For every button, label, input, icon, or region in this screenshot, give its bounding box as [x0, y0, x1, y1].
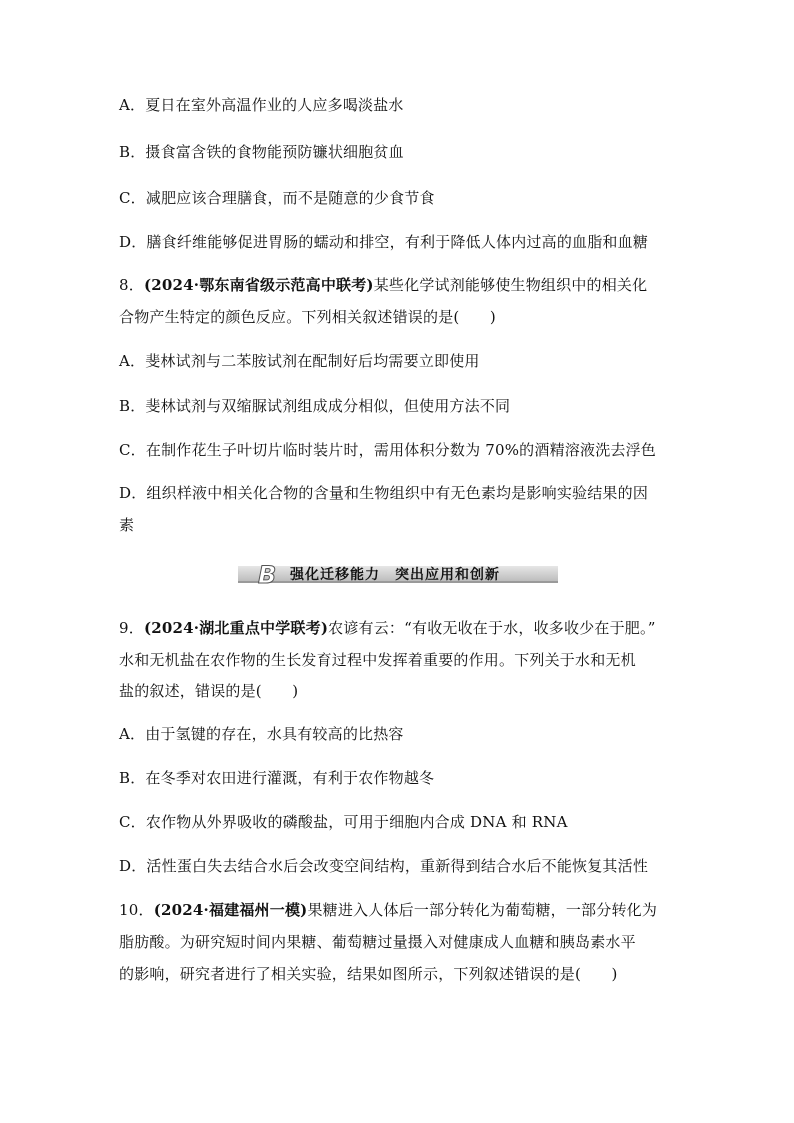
q7-option-a: A．夏日在室外高温作业的人应多喝淡盐水: [119, 96, 404, 114]
q10-source: (2024·福建福州一模): [153, 901, 308, 919]
q7-option-d: D．膳食纤维能够促进胃肠的蠕动和排空，有利于降低人体内过高的血脂和血糖: [119, 233, 649, 251]
q9-option-b: B．在冬季对农田进行灌溉，有利于农作物越冬: [119, 769, 435, 787]
q8-source: (2024·鄂东南省级示范高中联考): [143, 276, 374, 294]
q8-stem-line1: [119, 275, 647, 295]
q8-stem-text: 某些化学试剂能够使生物组织中的相关化: [373, 276, 648, 294]
q9-option-a: A．由于氢键的存在，水具有较高的比热容: [119, 725, 404, 743]
q9-option-d: D．活性蛋白失去结合水后会改变空间结构，重新得到结合水后不能恢复其活性: [119, 857, 649, 875]
q10-stem-line3: 的影响，研究者进行了相关实验，结果如图所示，下列叙述错误的是( ): [119, 965, 618, 983]
q9-source: (2024·湖北重点中学联考): [143, 619, 329, 637]
q9-stem-line1: [119, 618, 656, 638]
q8-option-d-line1: D．组织样液中相关化合物的含量和生物组织中有无色素均是影响实验结果的因: [119, 484, 649, 502]
q8-stem-line2: 合物产生特定的颜色反应。下列相关叙述错误的是( ): [119, 308, 496, 326]
q9-stem-line3: 盐的叙述，错误的是( ): [119, 682, 299, 700]
q7-option-c: C．减肥应该合理膳食，而不是随意的少食节食: [119, 189, 435, 207]
q8-option-b: B．斐林试剂与双缩脲试剂组成成分相似，但使用方法不同: [119, 397, 511, 415]
q10-stem-text: 果糖进入人体后一部分转化为葡萄糖，一部分转化为: [307, 901, 658, 919]
q9-number: 9．: [119, 619, 144, 637]
q8-number: 8．: [119, 276, 144, 294]
q10-stem-line1: [119, 900, 657, 920]
q9-stem-line2: 水和无机盐在农作物的生长发育过程中发挥着重要的作用。下列关于水和无机: [119, 651, 636, 669]
q10-stem-line2: 脂肪酸。为研究短时间内果糖、葡萄糖过量摄入对健康成人血糖和胰岛素水平: [119, 933, 636, 951]
q9-option-c: C．农作物从外界吸收的磷酸盐，可用于细胞内合成 DNA 和 RNA: [119, 813, 568, 831]
q9-stem-text: 农谚有云：“有收无收在于水，收多收少在于肥。”: [328, 619, 656, 637]
q8-option-d-line2: 素: [119, 516, 135, 534]
q8-option-c: C．在制作花生子叶切片临时装片时，需用体积分数为 70%的酒精溶液洗去浮色: [119, 441, 656, 459]
q8-option-a: A．斐林试剂与二苯胺试剂在配制好后均需要立即使用: [119, 352, 480, 370]
banner-letter-icon: B: [258, 561, 277, 589]
q10-number: 10．: [119, 901, 154, 919]
section-banner: [238, 561, 558, 589]
q7-option-b: B．摄食富含铁的食物能预防镰状细胞贫血: [119, 143, 404, 161]
banner-title: 强化迁移能力 突出应用和创新: [290, 567, 500, 583]
